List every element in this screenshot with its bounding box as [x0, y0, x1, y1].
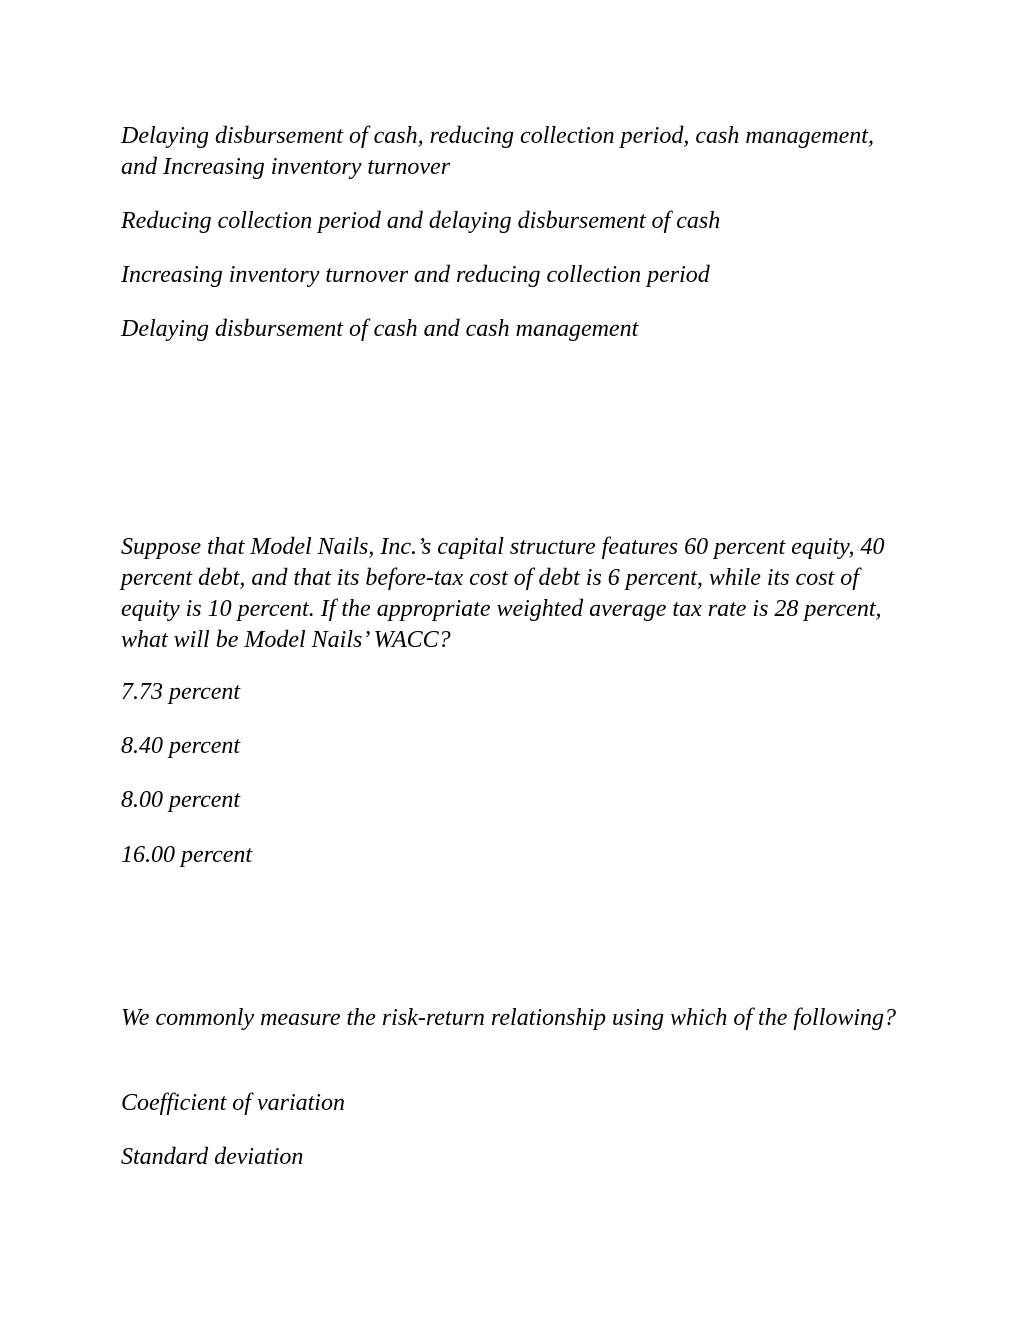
answer-option: Standard deviation [121, 1144, 304, 1170]
answer-option: Reducing collection period and delaying disbursement of cash [121, 208, 721, 234]
answer-option: 8.40 percent [121, 733, 241, 759]
answer-option: 7.73 percent [121, 679, 241, 705]
answer-option: Increasing inventory turnover and reducing collection period [121, 262, 710, 288]
question-text: Suppose that Model Nails, Inc.’s capital structure features 60 percent equity, 40 percent debt, and that its before-tax cost of debt is 6 percent, while its cost of equity is 10 percent. If the appropriate weighted average tax rate is 28 percent, what will be Model Nails’ WACC? [121, 534, 891, 653]
answer-option: 16.00 percent [121, 842, 253, 868]
answer-option: Coefficient of variation [121, 1090, 345, 1116]
answer-option: 8.00 percent [121, 787, 241, 813]
question-text: We commonly measure the risk-return relationship using which of the following? [121, 1005, 897, 1031]
answer-option: Delaying disbursement of cash and cash management [121, 316, 639, 342]
answer-option: Delaying disbursement of cash, reducing collection period, cash management, and Increasing inventory turnover [121, 123, 880, 180]
